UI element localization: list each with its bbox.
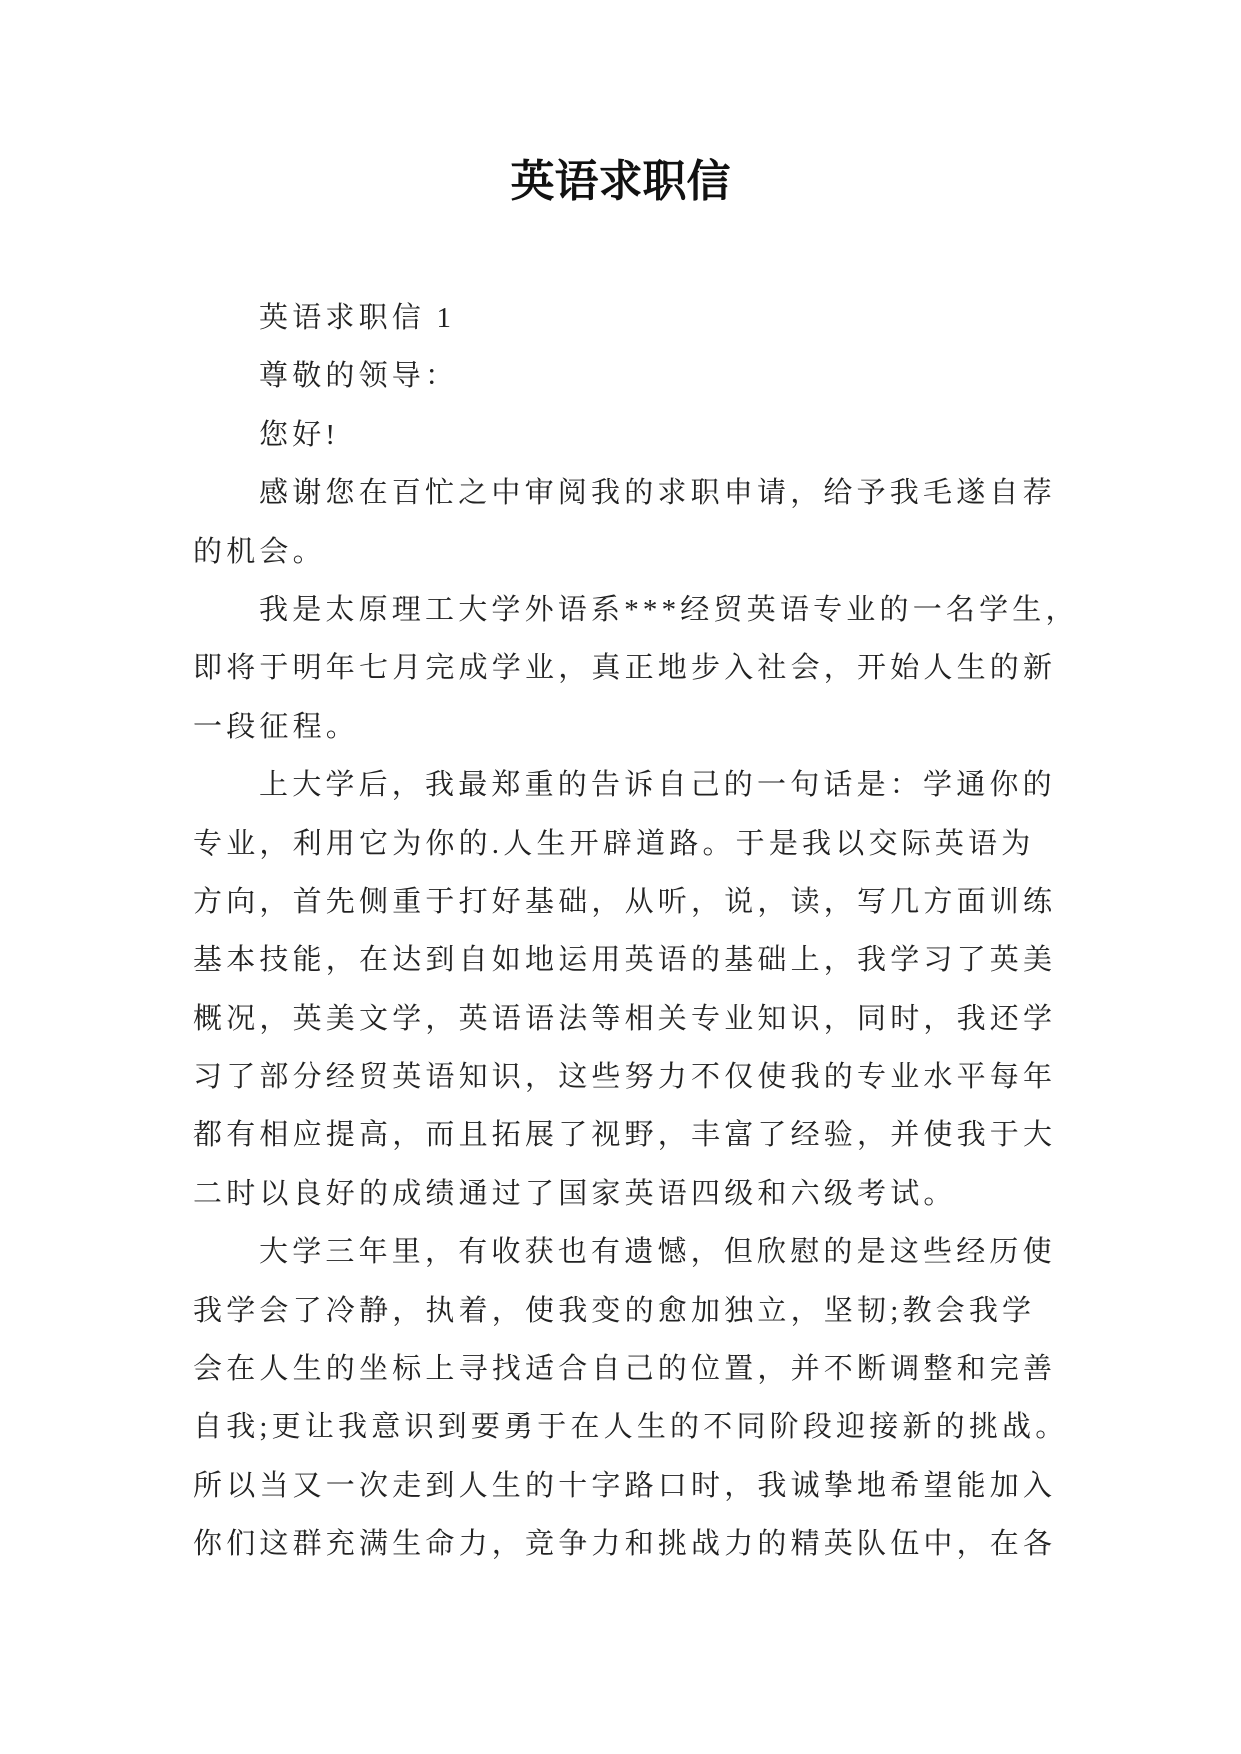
text-line: 自我;更让我意识到要勇于在人生的不同阶段迎接新的挑战。: [193, 1411, 1069, 1444]
text-line: 概况，英美文学，英语语法等相关专业知识，同时，我还学: [193, 1002, 1057, 1035]
paragraph-salutation: [193, 347, 1093, 405]
text-line: 尊敬的领导：: [259, 360, 459, 393]
text-line: 上大学后，我最郑重的告诉自己的一句话是：学通你的: [259, 769, 1056, 802]
text-line: 英语求职信 1: [259, 302, 456, 334]
text-line: 基本技能，在达到自如地运用英语的基础上，我学习了英美: [193, 944, 1057, 977]
text-line: 所以当又一次走到人生的十字路口时，我诚挚地希望能加入: [193, 1469, 1057, 1502]
page-title: 英语求职信: [510, 157, 731, 206]
text-line: 都有相应提高，而且拓展了视野，丰富了经验，并使我于大: [193, 1119, 1057, 1152]
text-line: 习了部分经贸英语知识，这些努力不仅使我的专业水平每年: [193, 1061, 1057, 1094]
text-line: 二时以良好的成绩通过了国家英语四级和六级考试。: [193, 1177, 957, 1210]
text-line: 大学三年里，有收获也有遗憾，但欣慰的是这些经历使: [259, 1236, 1056, 1269]
paragraph-greeting: [193, 406, 1093, 464]
paragraph: [193, 756, 1093, 1223]
paragraph: [193, 464, 1093, 581]
text-line: 您好!: [259, 418, 340, 451]
text-line: 专业，利用它为你的.人生开辟道路。于是我以交际英语为: [193, 827, 1035, 860]
text-line: 我学会了冷静，执着，使我变的愈加独立，坚韧;教会我学: [193, 1294, 1036, 1327]
paragraph-heading: [193, 289, 1093, 347]
text-line: 方向，首先侧重于打好基础，从听，说，读，写几方面训练: [193, 885, 1057, 918]
text-line: 的机会。: [193, 535, 326, 568]
text-line: 会在人生的坐标上寻找适合自己的位置，并不断调整和完善: [193, 1353, 1057, 1386]
letter-body: [193, 289, 1093, 1574]
text-line: 一段征程。: [193, 710, 360, 743]
text-line: 感谢您在百忙之中审阅我的求职申请，给予我毛遂自荐: [259, 477, 1056, 510]
paragraph: [193, 1223, 1093, 1573]
text-line: 即将于明年七月完成学业，真正地步入社会，开始人生的新: [193, 652, 1057, 685]
text-line: 我是太原理工大学外语系***经贸英语专业的一名学生，: [259, 593, 1079, 626]
text-line: 你们这群充满生命力，竞争力和挑战力的精英队伍中，在各: [193, 1528, 1057, 1561]
paragraph: [193, 581, 1093, 756]
